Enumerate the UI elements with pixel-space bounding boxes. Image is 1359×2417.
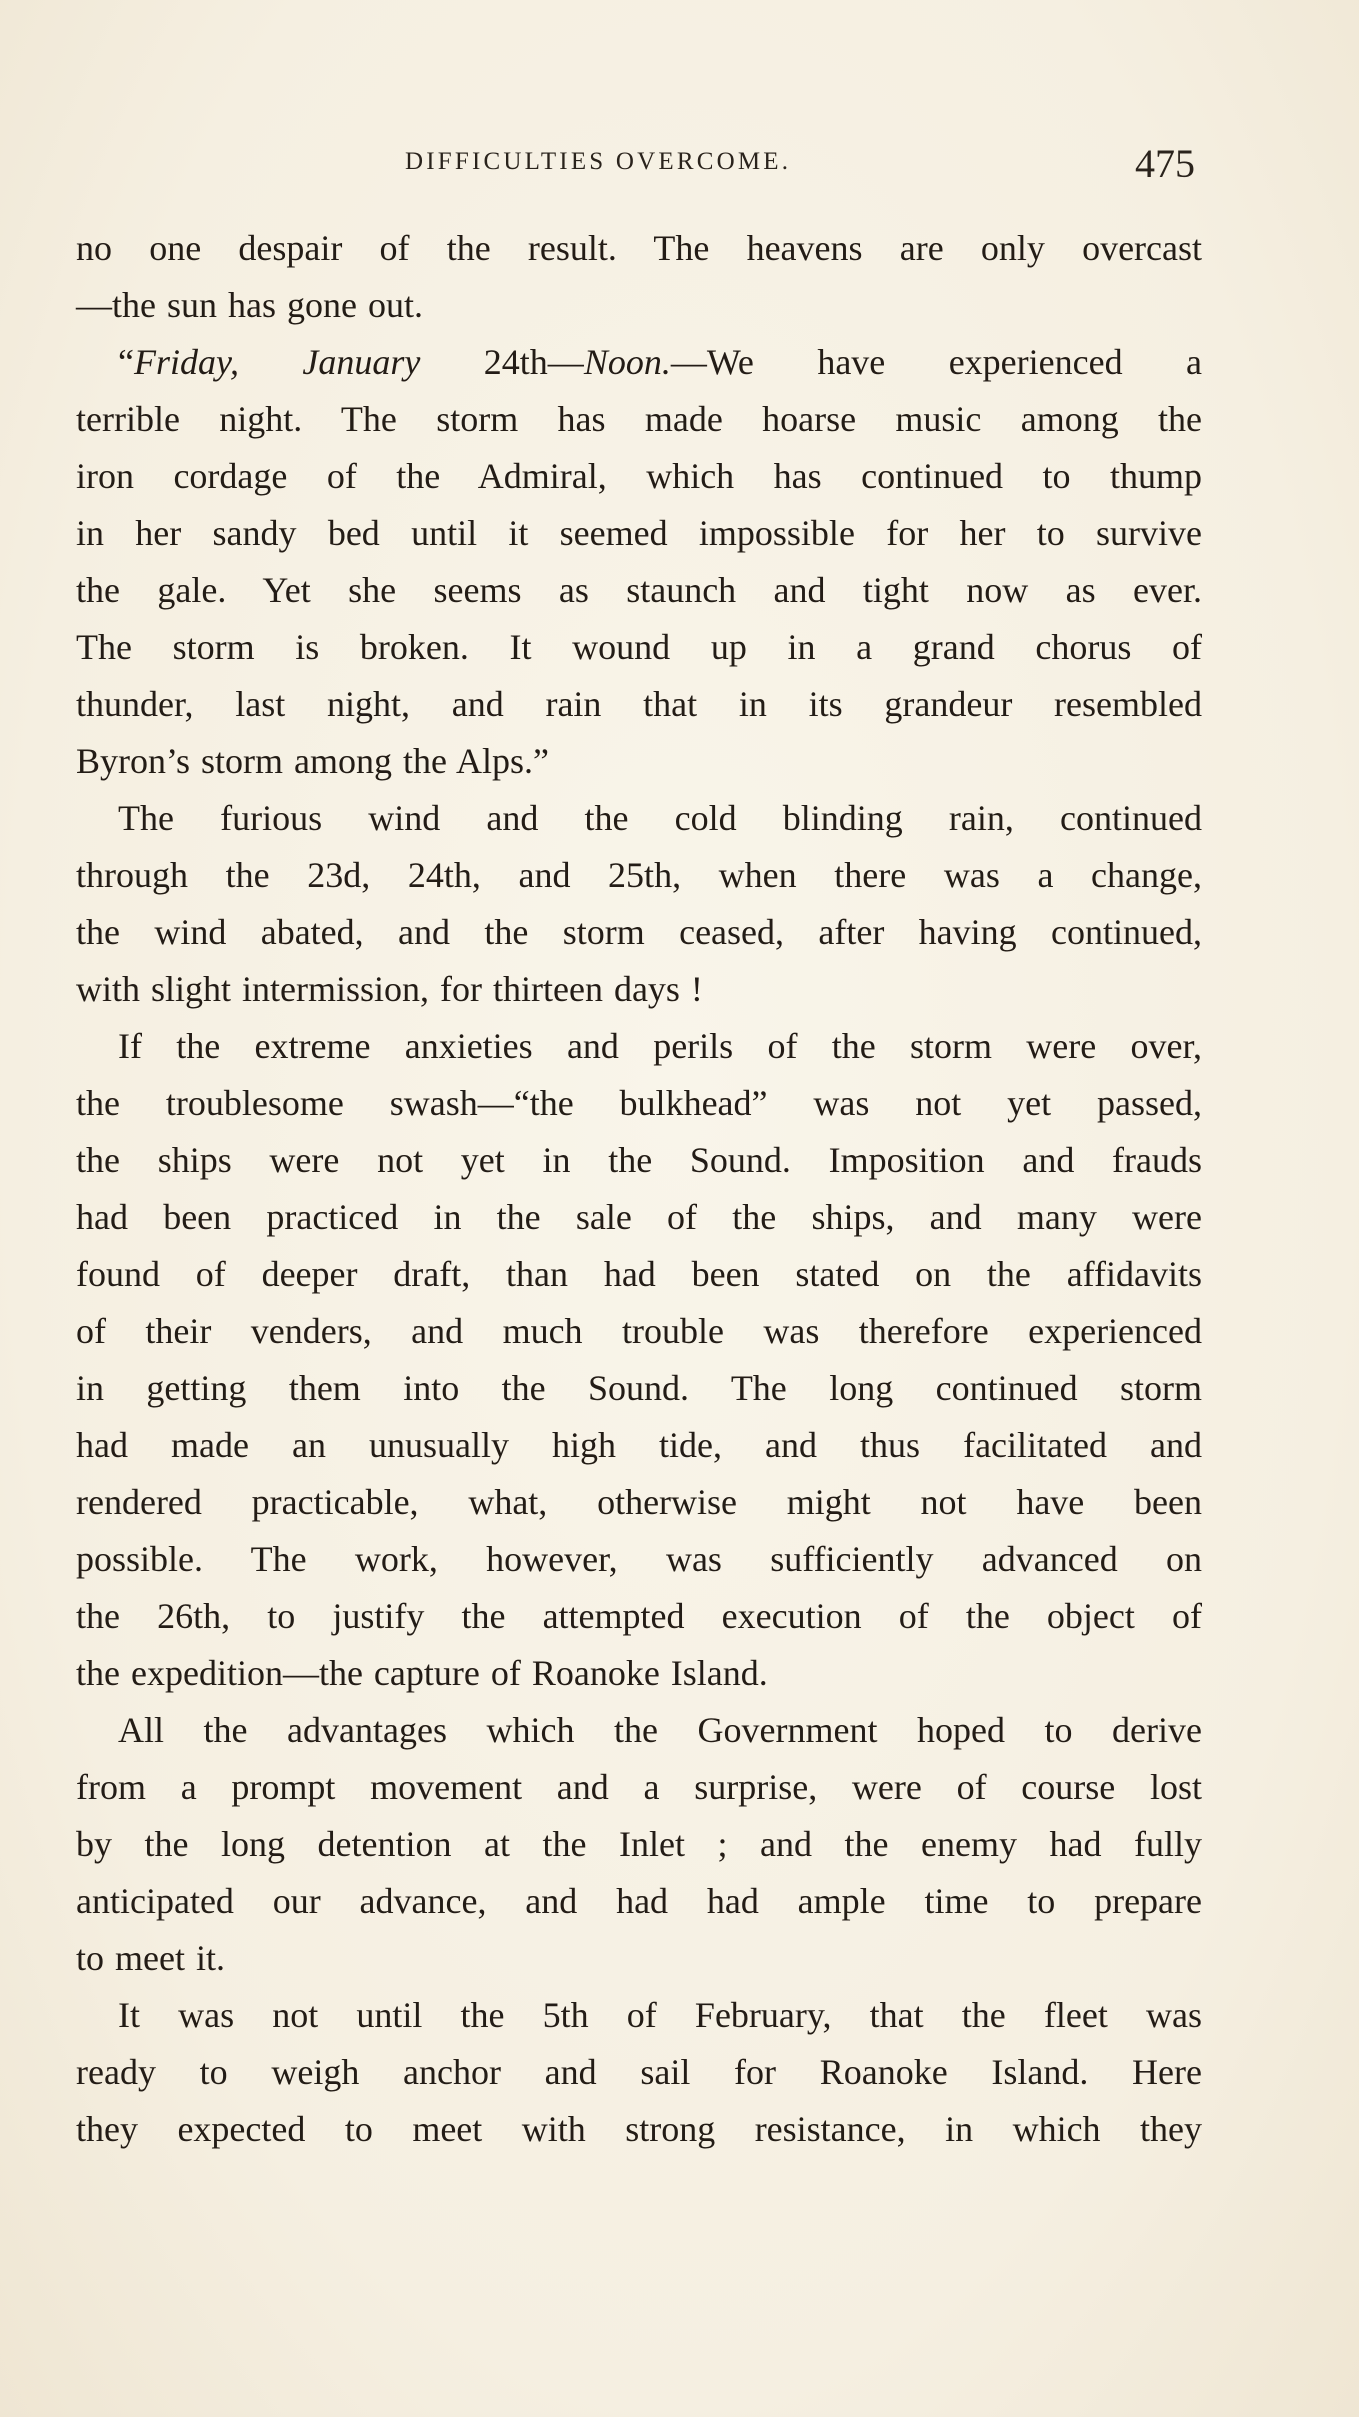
text-line: found of deeper draft, than had been stated on the affidavits xyxy=(76,1254,1202,1294)
text-line xyxy=(76,334,1202,391)
text-line: rendered practicable, what, otherwise might not have been xyxy=(76,1482,1202,1522)
text-line: of their venders, and much trouble was therefore experienced xyxy=(76,1311,1202,1351)
text-line: no one despair of the result. The heavens are only overcast xyxy=(76,228,1202,268)
text-line: they expected to meet with strong resistance, in which they xyxy=(76,2109,1202,2149)
body-text xyxy=(76,220,1202,2158)
text-span: —We have experienced a xyxy=(670,342,1202,382)
page-number: 475 xyxy=(1135,141,1195,186)
text-line: possible. The work, however, was sufficiently advanced on xyxy=(76,1539,1202,1579)
text-line: iron cordage of the Admiral, which has continued to thump xyxy=(76,456,1202,496)
text-line: the troublesome swash—“the bulkhead” was not yet passed, xyxy=(76,1083,1202,1123)
text-line: the 26th, to justify the attempted execution of the object of xyxy=(76,1596,1202,1636)
running-head xyxy=(0,140,1359,200)
text-line: the ships were not yet in the Sound. Imposition and frauds xyxy=(76,1140,1202,1180)
text-line: All the advantages which the Government hoped to derive xyxy=(118,1710,1202,1750)
text-line: thunder, last night, and rain that in its grandeur resembled xyxy=(76,684,1202,724)
text-line: It was not until the 5th of February, that the fleet was xyxy=(118,1995,1202,2035)
text-line: If the extreme anxieties and perils of the storm were over, xyxy=(118,1026,1202,1066)
text-line: ready to weigh anchor and sail for Roanoke Island. Here xyxy=(76,2052,1202,2092)
italic-text: Noon. xyxy=(583,342,671,382)
text-line: the wind abated, and the storm ceased, after having continued, xyxy=(76,912,1202,952)
text-line: Byron’s storm among the Alps.” xyxy=(76,741,549,781)
text-span: 24th— xyxy=(420,342,584,382)
text-line: to meet it. xyxy=(76,1938,225,1978)
text-line: in her sandy bed until it seemed impossible for her to survive xyxy=(76,513,1202,553)
text-line: through the 23d, 24th, and 25th, when there was a change, xyxy=(76,855,1202,895)
text-line: the expedition—the capture of Roanoke Island. xyxy=(76,1653,768,1693)
text-line: with slight intermission, for thirteen days ! xyxy=(76,969,703,1009)
text-line: The furious wind and the cold blinding rain, continued xyxy=(118,798,1202,838)
text-line: from a prompt movement and a surprise, were of course lost xyxy=(76,1767,1202,1807)
text-span: “ xyxy=(118,342,134,382)
italic-text: Friday, January xyxy=(133,342,421,382)
text-line: terrible night. The storm has made hoarse music among the xyxy=(76,399,1202,439)
running-head-title: DIFFICULTIES OVERCOME. xyxy=(405,148,792,175)
text-line: anticipated our advance, and had had ample time to prepare xyxy=(76,1881,1202,1921)
text-line: in getting them into the Sound. The long continued storm xyxy=(76,1368,1202,1408)
text-line: the gale. Yet she seems as staunch and tight now as ever. xyxy=(76,570,1202,610)
text-line: had been practiced in the sale of the ships, and many were xyxy=(76,1197,1202,1237)
text-line: by the long detention at the Inlet ; and the enemy had fully xyxy=(76,1824,1202,1864)
text-line: had made an unusually high tide, and thus facilitated and xyxy=(76,1425,1202,1465)
text-line: The storm is broken. It wound up in a grand chorus of xyxy=(76,627,1202,667)
text-line: —the sun has gone out. xyxy=(76,285,423,325)
